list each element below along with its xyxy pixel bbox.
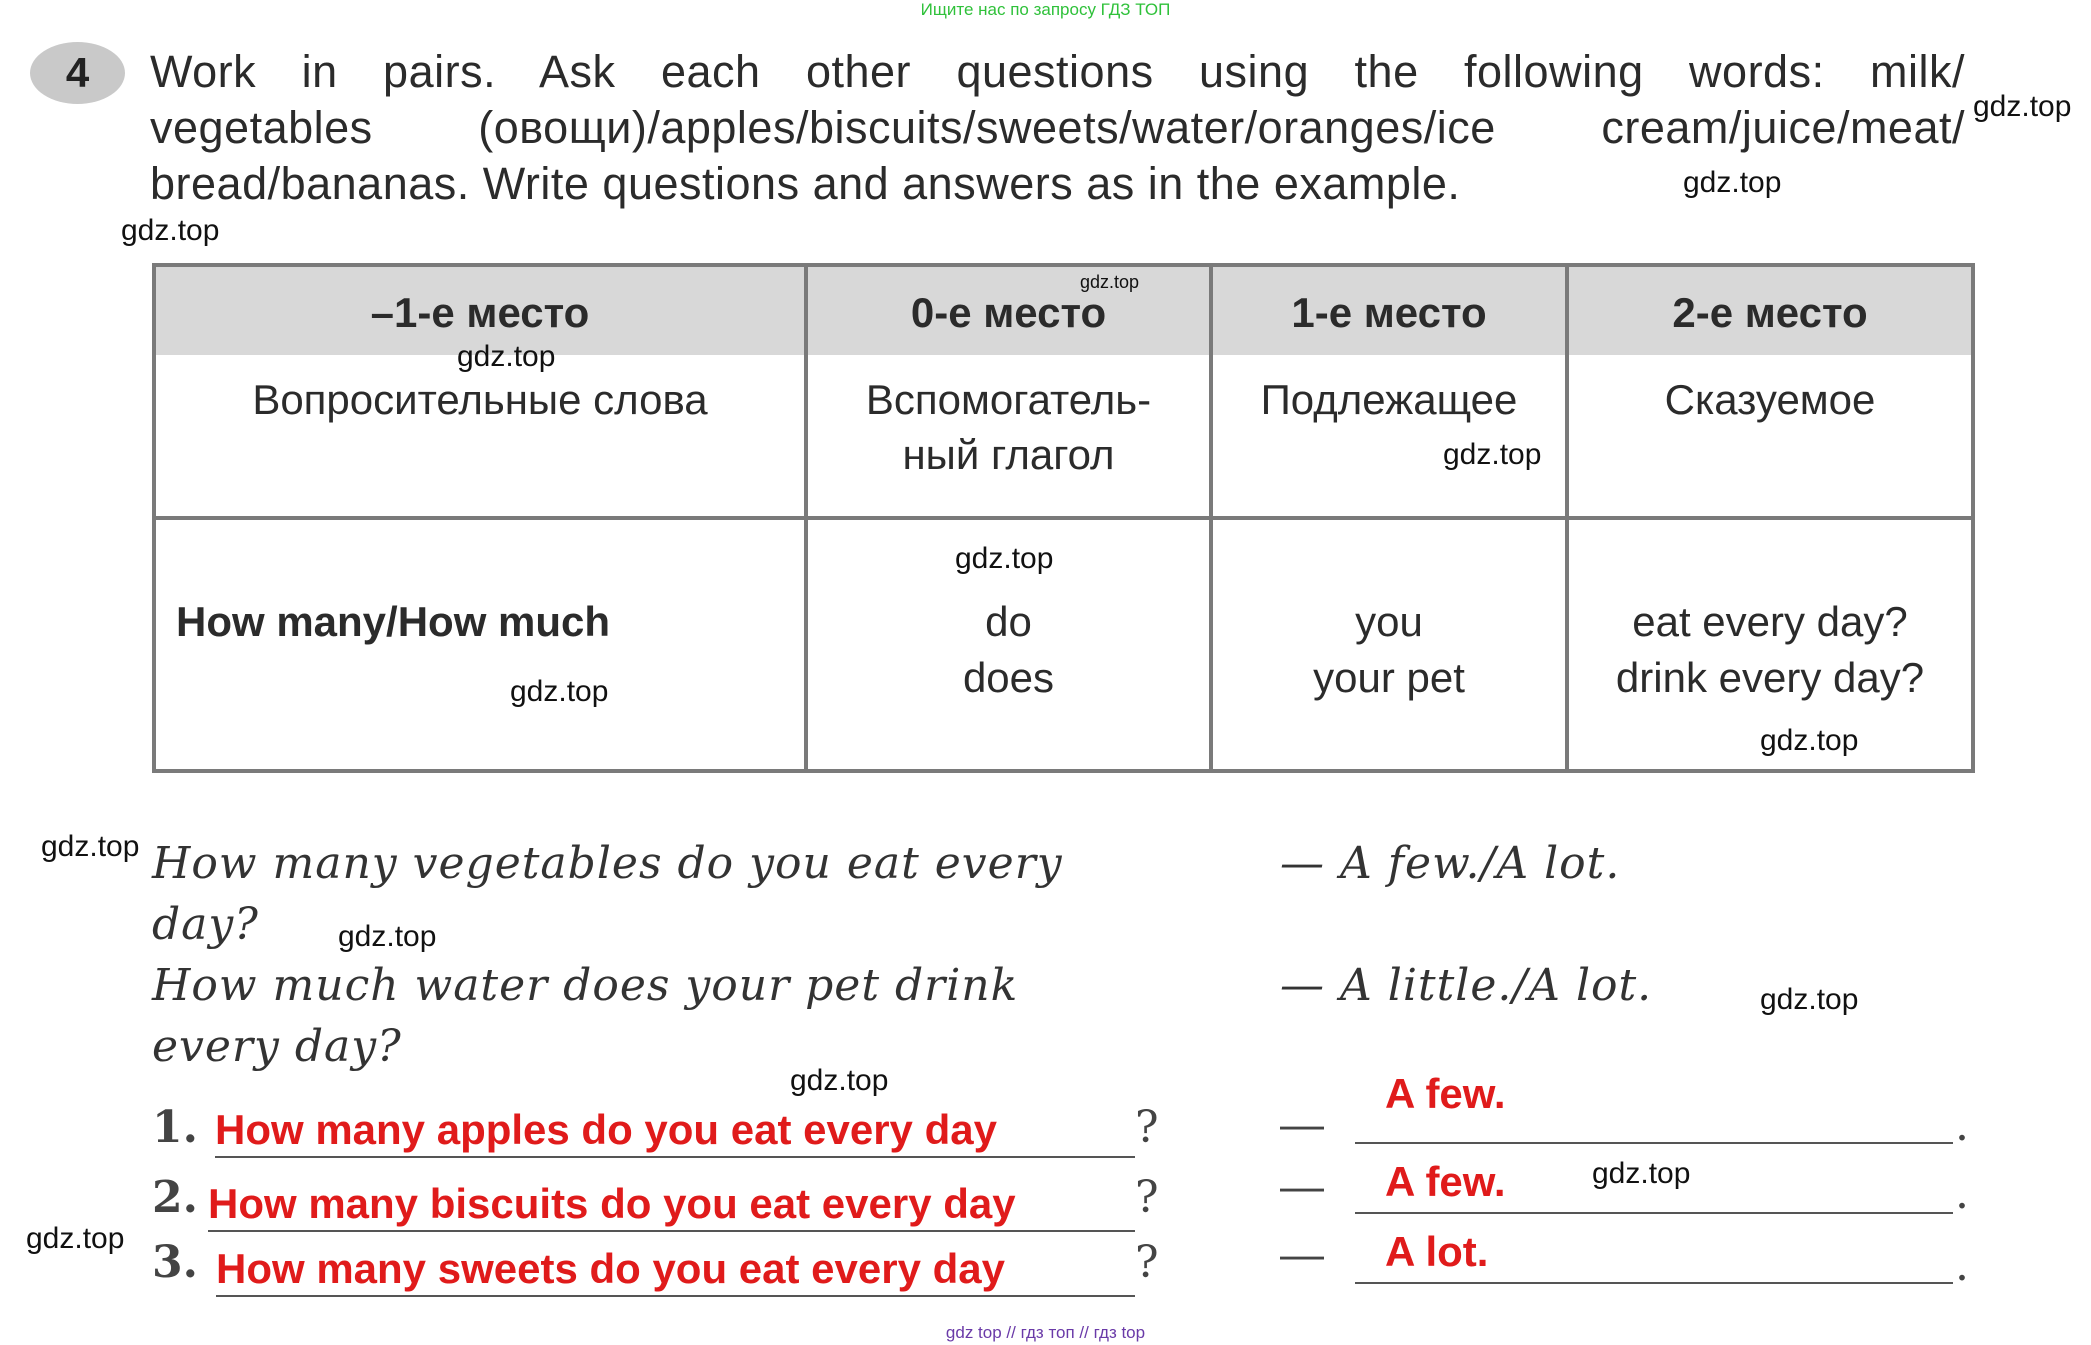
answer-line [1355,1212,1953,1214]
answer-question-1: How many apples do you eat every day [215,1106,997,1153]
drink-cell: drink every day? [1615,654,1925,701]
example-answer-2: — A little./A lot. [1280,960,1653,1011]
watermark: gdz.top [510,675,609,708]
subject-cell: Подлежащее [1260,376,1518,423]
example-question-2-line1: How much water does your pet drink [152,960,1019,1011]
does-cell: does [962,654,1055,701]
question-words-cell: Вопросительные слова [252,376,708,423]
watermark: gdz.top [1443,438,1542,471]
instruction-line: vegetables (овощи)/apples/biscuits/sweets/water/oranges/ice cream/juice/meat/ [150,102,1965,153]
short-answer-3: A lot. [1385,1228,1489,1275]
watermark: gdz.top [26,1222,125,1255]
header-1: 1-е место [1291,289,1487,336]
answer-number: 1. [152,1102,198,1153]
watermark: gdz.top [41,830,140,863]
answer-dash: — [1280,1162,1324,1211]
answer-line [208,1230,1135,1232]
answer-number: 2. [152,1172,198,1223]
watermark: gdz.top [338,920,437,953]
example-question-1-line2: day? [152,899,259,950]
watermark: gdz.top [1760,724,1859,757]
example-answer-1: — A few./A lot. [1280,838,1621,889]
answer-line [1355,1142,1953,1144]
header-minus-1: –1-е место [370,289,590,336]
auxiliary-cell-line1: Вспомогатель- [865,376,1152,423]
auxiliary-cell-line2: ный глагол [902,431,1115,478]
end-period: . [1955,1168,1969,1219]
answer-line [215,1156,1135,1158]
short-answer-2: A few. [1385,1158,1506,1205]
do-cell: do [985,598,1032,645]
watermark: gdz.top [790,1064,889,1097]
header-2: 2-е место [1672,289,1868,336]
watermark: gdz.top [1973,90,2072,123]
how-many-cell: How many/How much [176,598,611,645]
answer-dash: — [1280,1230,1324,1279]
watermark: gdz.top [1760,983,1859,1016]
answer-dash: — [1280,1100,1324,1149]
watermark: gdz.top [121,214,220,247]
example-question-2-line2: every day? [152,1021,402,1072]
eat-cell: eat every day? [1632,598,1908,645]
answer-question-3: How many sweets do you eat every day [216,1245,1005,1292]
watermark: gdz.top [1592,1157,1691,1190]
task-number-badge: 4 [30,42,125,104]
footer-links: gdz top // гдз топ // гдз top [945,1323,1146,1342]
end-period: . [1955,1240,1969,1291]
instruction-line: bread/bananas. Write questions and answers as in the example. [150,158,1461,209]
you-cell: you [1355,598,1423,645]
answer-number: 3. [152,1237,198,1288]
watermark: gdz.top [1683,166,1782,199]
question-mark: ? [1135,1172,1159,1223]
watermark: gdz.top [457,340,556,373]
answer-question-2: How many biscuits do you eat every day [208,1180,1016,1227]
table-divider [156,516,1971,520]
your-pet-cell: your pet [1313,654,1465,701]
predicate-cell: Сказуемое [1664,376,1876,423]
watermark: gdz.top [955,542,1054,575]
answer-line [1355,1282,1953,1284]
example-question-1-line1: How many vegetables do you eat every [152,838,1063,889]
word-order-table [152,263,1975,773]
watermark: gdz.top [1080,272,1140,292]
search-hint: Ищите нас по запросу ГДЗ ТОП [920,0,1171,19]
answer-line [216,1295,1135,1297]
instruction-line: Work in pairs. Ask each other questions using the following words: milk/ [150,46,1965,97]
end-period: . [1955,1100,1969,1151]
question-mark: ? [1135,1237,1159,1288]
question-mark: ? [1135,1102,1159,1153]
header-0: 0-е место [910,289,1107,336]
short-answer-1: A few. [1385,1070,1506,1117]
